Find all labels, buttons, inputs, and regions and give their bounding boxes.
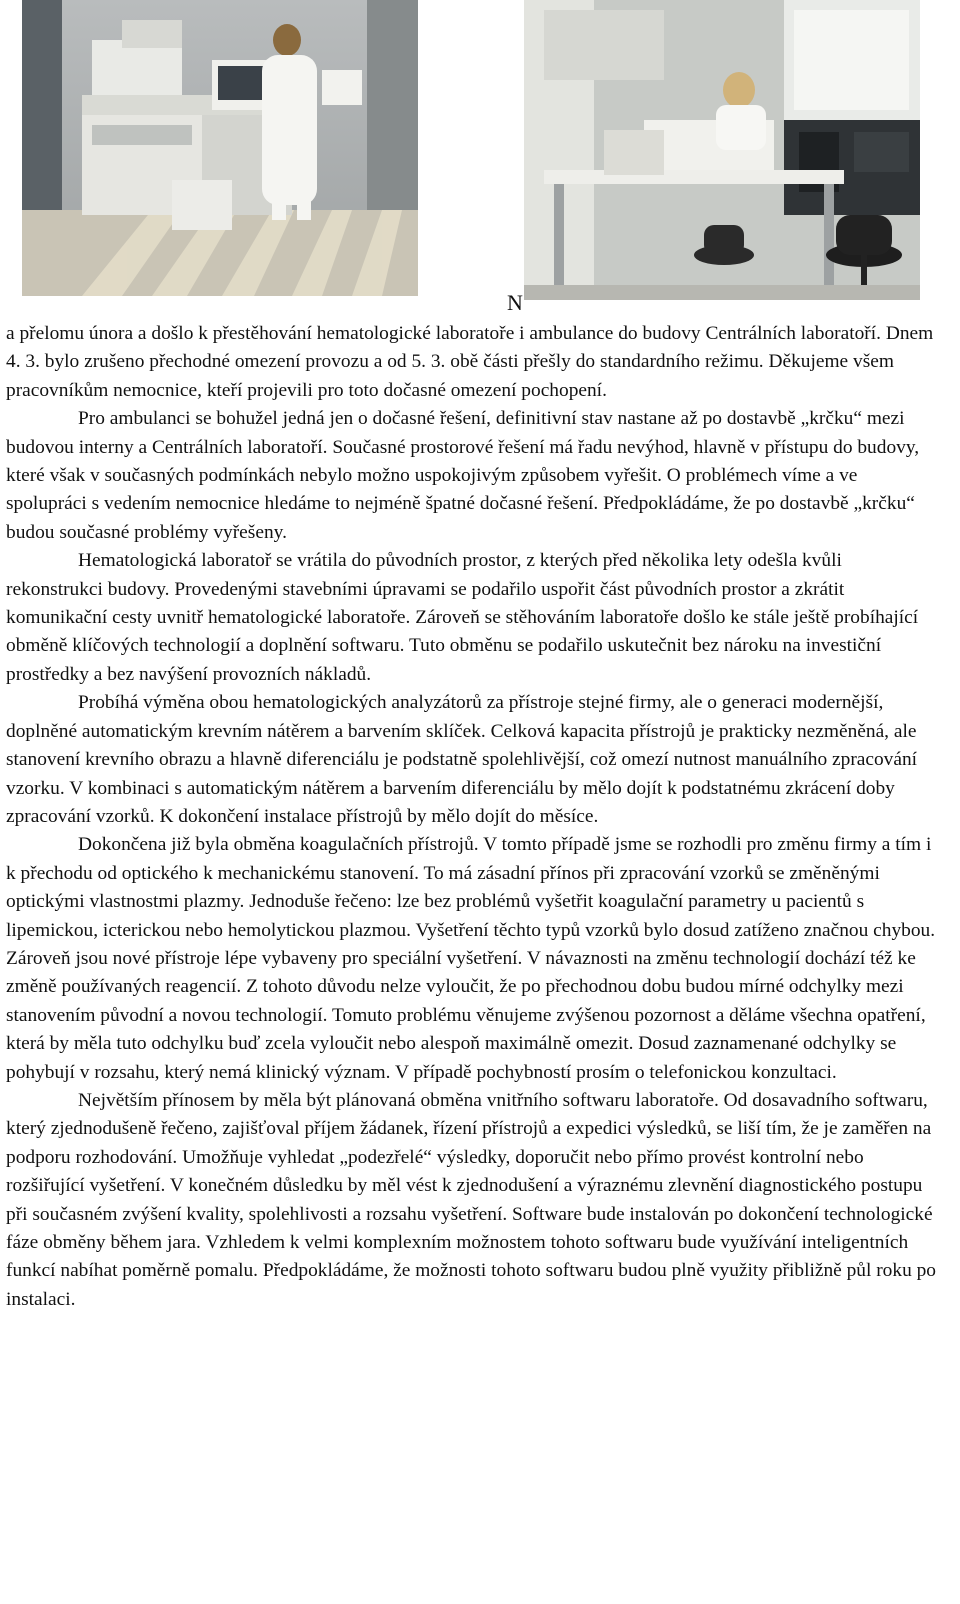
paragraph: Největším přínosem by měla být plánovaná obměna vnitřního softwaru laboratoře. Od dosavadního softwaru, který zjednodušeně řečeno, zajišťoval příjem žádanek, řízení přístrojů a expedici výsledků, se liší tím, že je zaměřen na podporu rozhodování. Umožňuje vyhledat „podezřelé“ výsledky, doporučit nebo přímo provést kontrolní nebo rozšiřující vyšetření. V konečném důsledku by měl vést k zjednodušení a výraznému zlevnění diagnostického postupu při současném zvýšení kvality, spolehlivosti a rozsahu vyšetření. Software bude instalován po dokončení technologické fáze obměny během jara. Vzhledem k velmi komplexním možnostem tohoto softwaru bude využívání inteligentních funkcí nabíhat poměrně pomalu. Předpokládáme, že možnosti tohoto softwaru budou plně využity přibližně půl roku po instalaci.: [6, 1089, 937, 1310]
paragraph: Dokončena již byla obměna koagulačních přístrojů. V tomto případě jsme se rozhodli pro změnu firmy a tím i k přechodu od optického k mechanickému stanovení. To má zásadní přínos při zpracování vzorků se změněnými optickými vlastnostmi plazmy. Jednoduše řečeno: lze bez problémů vyšetřit koagulační parametry u pacientů s lipemickou, icterickou nebo hemolytickou plazmou. Vyšetření těchto typů vzorků bylo dosud zatíženo značnou chybou. Zároveň jsou nové přístroje lépe vybaveny pro speciální vyšetření. V návaznosti na změnu technologií dochází též ke změně používaných reagencií. Z tohoto důvodu nelze vyloučit, že po přechodnou dobu budou mírné odchylky mezi stanovením původní a novou technologií. Tomuto problému věnujeme zvýšenou pozornost a děláme všechna opatření, která by měla tuto odchylku buď zcela vyloučit nebo alespoň maximálně omezit. Dosud zaznamenané odchylky se pohybují v rozsahu, který nemá klinický význam. V případě pochybností prosím o telefonickou konzultaci.: [6, 834, 936, 1083]
paragraph: Hematologická laboratoř se vrátila do původních prostor, z kterých před několika lety odešla kvůli rekonstrukci budovy. Provedenými stavebními úpravami se podařilo uspořit část původních prostor a zkrátit komunikační cesty uvnitř hematologické laboratoře. Zároveň se stěhováním laboratoře došlo ke stále ještě probíhající obměně klíčových technologií a doplnění softwaru. Tuto obměnu se podařilo uskutečnit bez nároku na investiční prostředky a bez navýšení provozních nákladů.: [6, 550, 919, 685]
article-body: [6, 320, 940, 1314]
drop-letter: N: [507, 290, 523, 315]
paragraph: Pro ambulanci se bohužel jedná jen o dočasné řešení, definitivní stav nastane až po dostavbě „krčku“ mezi budovou interny a Centrálních laboratoří. Současné prostorové řešení má řadu nevýhod, hlavně v přístupu do budovy, které však v současných podmínkách nebylo možno uspokojivým způsobem vyřešit. O problémech víme a ve spolupráci s vedením nemocnice hledáme to nejméně špatné dočasné řešení. Předpokládáme, že po dostavbě „krčku“ budou současné problémy vyřešeny.: [6, 408, 920, 543]
lab-photo-right-illustration: [524, 0, 920, 300]
paragraph: a přelomu února a došlo k přestěhování hematologické laboratoře i ambulance do budovy Centrálních laboratoří. Dnem 4. 3. bylo zrušeno přechodné omezení provozu a od 5. 3. obě části přešly do standardního režimu. Děkujeme všem pracovníkům nemocnice, kteří projevili pro toto dočasné omezení pochopení.: [6, 323, 934, 401]
lab-photo-left-illustration: [22, 0, 418, 296]
lab-photo-left: [22, 0, 418, 296]
paragraph: Probíhá výměna obou hematologických analyzátorů za přístroje stejné firmy, ale o generaci modernější, doplněné automatickým krevním nátěrem a barvením sklíček. Celková kapacita přístrojů je prakticky nezměněná, ale stanovení krevního obrazu a hlavně diferenciálu je podstatně spolehlivější, což omezí nutnost manuálního zpracování vzorku. V kombinaci s automatickým nátěrem a barvením diferenciálu by mělo dojít k podstatnému zkrácení doby zpracování vzorků. K dokončení instalace přístrojů by mělo dojít do měsíce.: [6, 692, 918, 827]
lab-photo-right: [524, 0, 920, 300]
